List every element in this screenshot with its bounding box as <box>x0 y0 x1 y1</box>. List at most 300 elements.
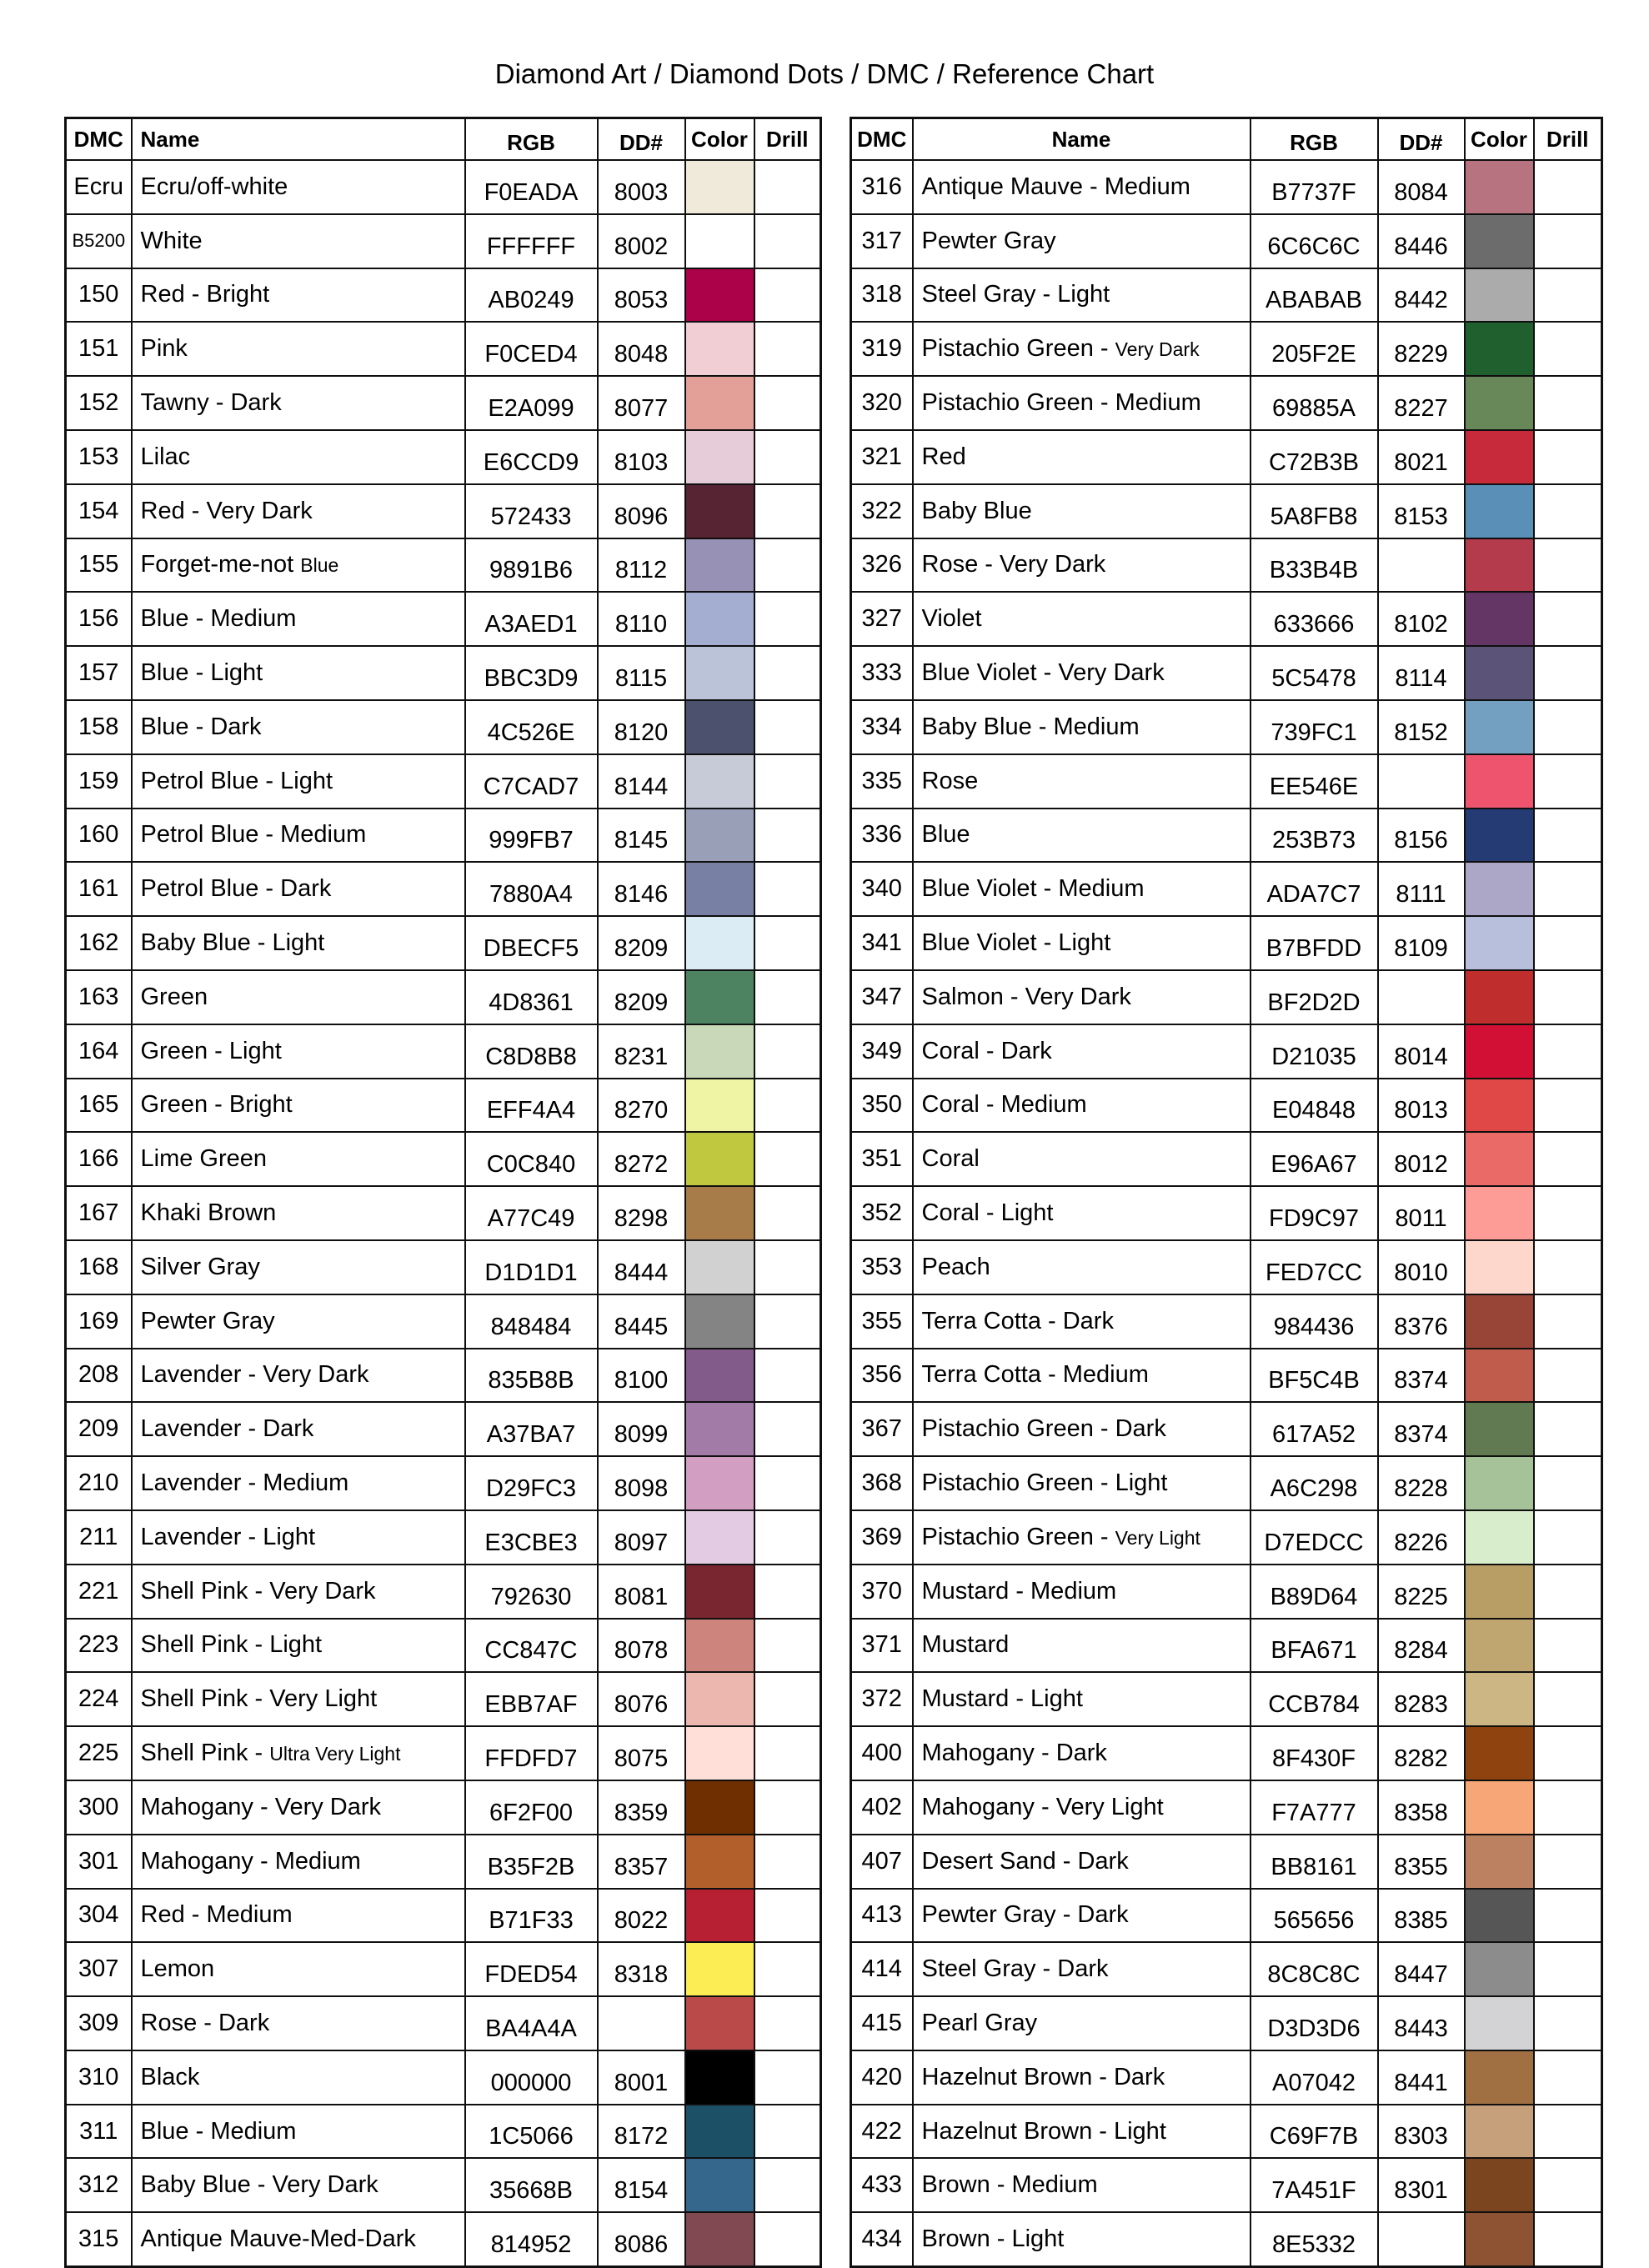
dd-number-cell: 8227 <box>1378 376 1465 430</box>
table-row <box>851 1510 1602 1565</box>
color-swatch <box>685 1456 754 1510</box>
color-swatch <box>685 1186 754 1240</box>
rgb-value-cell: 35668B <box>465 2158 598 2212</box>
rgb-value-cell: ADA7C7 <box>1251 862 1378 916</box>
color-name-text: Brown - Medium <box>921 2171 1098 2199</box>
dmc-code-cell: 367 <box>851 1402 913 1456</box>
dd-number-cell: 8003 <box>598 160 685 214</box>
table-row <box>66 970 821 1024</box>
color-swatch <box>685 2105 754 2159</box>
table-row <box>66 1619 821 1673</box>
color-swatch <box>685 916 754 970</box>
table-row <box>66 430 821 484</box>
rgb-value-cell: 69885A <box>1251 376 1378 430</box>
rgb-value-cell: C7CAD7 <box>465 754 598 809</box>
dd-number-cell <box>1378 754 1465 809</box>
dmc-code-cell: 335 <box>851 754 913 809</box>
color-name-cell <box>132 1132 465 1186</box>
dmc-code-cell: 154 <box>66 484 132 538</box>
rgb-value-cell: D3D3D6 <box>1251 1996 1378 2050</box>
table-row <box>851 2050 1602 2105</box>
color-name-text: Pewter Gray <box>140 1307 275 1334</box>
table-row <box>66 1456 821 1510</box>
color-swatch <box>685 1889 754 1943</box>
rgb-value-cell: 9891B6 <box>465 538 598 593</box>
color-name-cell <box>913 2212 1251 2266</box>
color-name-text: Hazelnut Brown - Dark <box>921 2063 1165 2090</box>
dmc-code-cell: 312 <box>66 2158 132 2212</box>
dmc-code-cell: 356 <box>851 1349 913 1403</box>
dmc-code-cell: 310 <box>66 2050 132 2105</box>
color-name-text: Lavender - Light <box>140 1523 316 1550</box>
dd-number-cell: 8359 <box>598 1780 685 1835</box>
dd-number-cell: 8010 <box>1378 1240 1465 1294</box>
dd-number-cell: 8112 <box>598 538 685 593</box>
rgb-value-cell: C0C840 <box>465 1132 598 1186</box>
color-name-cell <box>913 592 1251 646</box>
dd-number-cell: 8301 <box>1378 2158 1465 2212</box>
color-name-cell <box>913 1456 1251 1510</box>
rgb-value-cell: 6C6C6C <box>1251 214 1378 268</box>
drill-cell <box>754 430 821 484</box>
table-row <box>66 1186 821 1240</box>
color-name-text: Baby Blue <box>921 497 1032 524</box>
dd-number-cell: 8111 <box>1378 862 1465 916</box>
table-row <box>851 376 1602 430</box>
dmc-code-cell: 168 <box>66 1240 132 1294</box>
dd-number-cell: 8284 <box>1378 1619 1465 1673</box>
dmc-code-cell: 371 <box>851 1619 913 1673</box>
drill-cell <box>1534 2158 1602 2212</box>
dmc-code-cell: 152 <box>66 376 132 430</box>
color-name-cell <box>132 1294 465 1349</box>
color-name-text: Blue Violet - Medium <box>921 875 1145 903</box>
drill-cell <box>1534 970 1602 1024</box>
rgb-value-cell: E3CBE3 <box>465 1510 598 1565</box>
table-row <box>66 1024 821 1079</box>
dmc-code-cell: 165 <box>66 1079 132 1133</box>
dd-number-cell: 8231 <box>598 1024 685 1079</box>
rgb-value-cell: 572433 <box>465 484 598 538</box>
table-row <box>851 592 1602 646</box>
color-name-cell <box>132 1186 465 1240</box>
color-name-cell <box>132 1889 465 1943</box>
dmc-code-cell: 224 <box>66 1672 132 1726</box>
rgb-value-cell: 565656 <box>1251 1889 1378 1943</box>
drill-cell <box>1534 1835 1602 1889</box>
dd-number-cell: 8081 <box>598 1565 685 1619</box>
drill-cell <box>754 268 821 323</box>
column-header-drill: Drill <box>754 118 821 161</box>
dmc-code-cell: 163 <box>66 970 132 1024</box>
table-row <box>851 1996 1602 2050</box>
dd-number-cell: 8282 <box>1378 1726 1465 1780</box>
color-name-text: Coral - Medium <box>921 1091 1087 1119</box>
rgb-value-cell: AB0249 <box>465 268 598 323</box>
color-name-text: Green - Bright <box>140 1091 293 1119</box>
color-name-text: Blue - Dark <box>140 713 262 740</box>
drill-cell <box>1534 1510 1602 1565</box>
table-row <box>851 1835 1602 1889</box>
dmc-code-cell: 352 <box>851 1186 913 1240</box>
dmc-reference-table-right <box>850 117 1603 2268</box>
color-name-text: Steel Gray - Light <box>921 281 1110 308</box>
color-name-text: Green - Light <box>140 1037 282 1064</box>
color-name-cell <box>132 1996 465 2050</box>
column-header-dd: DD# <box>1378 118 1465 161</box>
color-swatch <box>685 160 754 214</box>
column-header-rgb: RGB <box>465 118 598 161</box>
drill-cell <box>1534 160 1602 214</box>
drill-cell <box>754 592 821 646</box>
rgb-value-cell: EE546E <box>1251 754 1378 809</box>
dmc-code-cell: 210 <box>66 1456 132 1510</box>
color-name-cell <box>132 484 465 538</box>
dmc-code-cell: 340 <box>851 862 913 916</box>
rgb-value-cell: B71F33 <box>465 1889 598 1943</box>
dmc-code-cell: 321 <box>851 430 913 484</box>
rgb-value-cell: 4D8361 <box>465 970 598 1024</box>
table-row <box>851 1294 1602 1349</box>
color-name-text: Blue - Medium <box>140 605 297 633</box>
rgb-value-cell: 4C526E <box>465 700 598 754</box>
drill-cell <box>754 1942 821 1996</box>
drill-cell <box>754 1349 821 1403</box>
table-row <box>851 1565 1602 1619</box>
color-swatch <box>1465 1996 1534 2050</box>
drill-cell <box>754 2212 821 2266</box>
rgb-value-cell: EFF4A4 <box>465 1079 598 1133</box>
table-row <box>66 484 821 538</box>
color-name-cell <box>132 1780 465 1835</box>
color-swatch <box>1465 646 1534 700</box>
color-name-cell <box>913 1349 1251 1403</box>
table-row <box>66 1294 821 1349</box>
color-swatch <box>685 1349 754 1403</box>
color-swatch <box>685 1024 754 1079</box>
table-row <box>851 484 1602 538</box>
color-name-cell <box>913 268 1251 323</box>
color-swatch <box>685 592 754 646</box>
color-name-text: Mahogany - Dark <box>921 1740 1107 1766</box>
column-header-name: Name <box>132 118 465 161</box>
table-row <box>851 1672 1602 1726</box>
dd-number-cell: 8385 <box>1378 1889 1465 1943</box>
color-swatch <box>685 1510 754 1565</box>
rgb-value-cell: BFA671 <box>1251 1619 1378 1673</box>
rgb-value-cell: FED7CC <box>1251 1240 1378 1294</box>
color-name-cell <box>132 1942 465 1996</box>
rgb-value-cell: B33B4B <box>1251 538 1378 593</box>
color-name-cell <box>913 538 1251 593</box>
dmc-code-cell: 333 <box>851 646 913 700</box>
dmc-code-cell: 160 <box>66 809 132 863</box>
rgb-value-cell: BF5C4B <box>1251 1349 1378 1403</box>
color-swatch <box>1465 970 1534 1024</box>
drill-cell <box>1534 376 1602 430</box>
color-swatch <box>685 862 754 916</box>
rgb-value-cell: C72B3B <box>1251 430 1378 484</box>
drill-cell <box>1534 430 1602 484</box>
dd-number-cell: 8209 <box>598 970 685 1024</box>
drill-cell <box>1534 1619 1602 1673</box>
rgb-value-cell: 205F2E <box>1251 322 1378 376</box>
dd-number-cell: 8021 <box>1378 430 1465 484</box>
drill-cell <box>1534 538 1602 593</box>
color-name-cell <box>132 160 465 214</box>
drill-cell <box>1534 754 1602 809</box>
dd-number-cell: 8228 <box>1378 1456 1465 1510</box>
color-swatch <box>685 2212 754 2266</box>
table-row <box>851 1942 1602 1996</box>
drill-cell <box>754 700 821 754</box>
dmc-code-cell: 157 <box>66 646 132 700</box>
color-name-cell <box>132 430 465 484</box>
dmc-code-cell: 341 <box>851 916 913 970</box>
dd-number-cell: 8022 <box>598 1889 685 1943</box>
rgb-value-cell: A77C49 <box>465 1186 598 1240</box>
dd-number-cell: 8446 <box>1378 214 1465 268</box>
table-row <box>851 862 1602 916</box>
rgb-value-cell: B7BFDD <box>1251 916 1378 970</box>
table-row <box>851 1456 1602 1510</box>
dd-number-cell: 8115 <box>598 646 685 700</box>
table-row <box>851 1349 1602 1403</box>
table-row <box>66 1780 821 1835</box>
drill-cell <box>754 1024 821 1079</box>
dd-number-cell: 8318 <box>598 1942 685 1996</box>
color-swatch <box>1465 862 1534 916</box>
color-name-text: Antique Mauve - Medium <box>921 173 1190 200</box>
table-row <box>66 1510 821 1565</box>
drill-cell <box>1534 268 1602 323</box>
color-name-text: Shell Pink - Very Light <box>140 1685 378 1713</box>
table-row <box>66 1835 821 1889</box>
dd-number-cell: 8098 <box>598 1456 685 1510</box>
color-name-text: Blue - Light <box>140 659 263 687</box>
drill-cell <box>1534 592 1602 646</box>
drill-cell <box>754 1835 821 1889</box>
drill-cell <box>754 862 821 916</box>
drill-cell <box>754 646 821 700</box>
color-name-cell <box>913 1024 1251 1079</box>
color-name-text: Baby Blue - Light <box>140 929 325 957</box>
rgb-value-cell: 617A52 <box>1251 1402 1378 1456</box>
rgb-value-cell: D7EDCC <box>1251 1510 1378 1565</box>
color-name-text: Lilac <box>140 443 191 470</box>
dmc-code-cell: 209 <box>66 1402 132 1456</box>
color-name-cell <box>132 1079 465 1133</box>
color-swatch <box>1465 1672 1534 1726</box>
color-name-cell <box>913 376 1251 430</box>
color-name-text: Shell Pink - <box>140 1740 270 1766</box>
color-name-cell <box>913 1889 1251 1943</box>
color-name-cell <box>132 214 465 268</box>
dd-number-cell: 8099 <box>598 1402 685 1456</box>
drill-cell <box>754 1889 821 1943</box>
color-name-cell <box>913 2105 1251 2159</box>
color-name-text: Lime Green <box>140 1145 268 1173</box>
color-swatch <box>685 1619 754 1673</box>
color-name-text: Red - Very Dark <box>140 497 313 524</box>
color-swatch <box>1465 1240 1534 1294</box>
rgb-value-cell: 5C5478 <box>1251 646 1378 700</box>
color-swatch <box>1465 592 1534 646</box>
color-name-cell <box>913 1294 1251 1349</box>
color-swatch <box>1465 809 1534 863</box>
color-name-text: Petrol Blue - Light <box>140 767 333 794</box>
dd-number-cell: 8376 <box>1378 1294 1465 1349</box>
drill-cell <box>754 1619 821 1673</box>
drill-cell <box>1534 322 1602 376</box>
color-name-cell <box>913 1132 1251 1186</box>
column-header-dd: DD# <box>598 118 685 161</box>
drill-cell <box>754 160 821 214</box>
color-swatch <box>1465 2105 1534 2159</box>
table-row <box>851 322 1602 376</box>
table-row <box>66 754 821 809</box>
dd-number-cell: 8447 <box>1378 1942 1465 1996</box>
dmc-code-cell: 153 <box>66 430 132 484</box>
color-swatch <box>1465 1889 1534 1943</box>
rgb-value-cell: BF2D2D <box>1251 970 1378 1024</box>
color-name-text: Shell Pink - Light <box>140 1631 323 1659</box>
color-swatch <box>1465 1510 1534 1565</box>
table-row <box>851 1079 1602 1133</box>
drill-cell <box>1534 1780 1602 1835</box>
color-name-text: Mahogany - Very Light <box>921 1793 1164 1820</box>
color-swatch <box>685 1402 754 1456</box>
drill-cell <box>754 1780 821 1835</box>
dmc-code-cell: 304 <box>66 1889 132 1943</box>
table-row <box>66 1240 821 1294</box>
dd-number-cell: 8270 <box>598 1079 685 1133</box>
dd-number-cell: 8298 <box>598 1186 685 1240</box>
drill-cell <box>754 1996 821 2050</box>
dd-number-cell: 8442 <box>1378 268 1465 323</box>
color-swatch <box>1465 1456 1534 1510</box>
color-name-cell <box>913 1996 1251 2050</box>
table-row <box>66 1942 821 1996</box>
color-name-text: Lemon <box>140 1955 215 1983</box>
dmc-code-cell: 320 <box>851 376 913 430</box>
color-swatch <box>1465 700 1534 754</box>
color-swatch <box>1465 1780 1534 1835</box>
rgb-value-cell: B7737F <box>1251 160 1378 214</box>
drill-cell <box>754 484 821 538</box>
dd-number-cell: 8229 <box>1378 322 1465 376</box>
color-name-cell <box>132 268 465 323</box>
table-row <box>851 214 1602 268</box>
table-row <box>66 160 821 214</box>
dmc-code-cell: 316 <box>851 160 913 214</box>
table-row <box>851 809 1602 863</box>
drill-cell <box>754 1240 821 1294</box>
table-row <box>66 538 821 593</box>
drill-cell <box>754 2158 821 2212</box>
dd-number-cell: 8145 <box>598 809 685 863</box>
dmc-reference-table-left <box>64 117 822 2268</box>
drill-cell <box>754 970 821 1024</box>
column-header-color: Color <box>685 118 754 161</box>
drill-cell <box>754 2050 821 2105</box>
dd-number-cell: 8077 <box>598 376 685 430</box>
color-swatch <box>685 1672 754 1726</box>
color-name-cell <box>132 2105 465 2159</box>
dmc-code-cell: 327 <box>851 592 913 646</box>
color-name-cell <box>132 970 465 1024</box>
dmc-code-cell: 208 <box>66 1349 132 1403</box>
dmc-code-cell: B5200 <box>66 214 132 268</box>
table-row <box>66 1402 821 1456</box>
color-name-cell <box>913 700 1251 754</box>
table-row <box>66 646 821 700</box>
color-swatch <box>685 430 754 484</box>
color-swatch <box>1465 1402 1534 1456</box>
dmc-code-cell: 311 <box>66 2105 132 2159</box>
table-row <box>66 1889 821 1943</box>
table-row <box>66 1672 821 1726</box>
drill-cell <box>1534 1024 1602 1079</box>
color-swatch <box>685 1942 754 1996</box>
dmc-code-cell: 309 <box>66 1996 132 2050</box>
color-name-cell <box>132 1726 465 1780</box>
color-name-cell <box>132 916 465 970</box>
color-name-cell <box>913 160 1251 214</box>
color-name-text: Petrol Blue - Dark <box>140 875 332 903</box>
color-name-cell <box>132 1619 465 1673</box>
drill-cell <box>754 538 821 593</box>
dd-number-cell: 8048 <box>598 322 685 376</box>
table-row <box>66 2105 821 2159</box>
dd-number-cell: 8120 <box>598 700 685 754</box>
drill-cell <box>754 2105 821 2159</box>
dd-number-cell: 8097 <box>598 1510 685 1565</box>
color-name-cell <box>913 1726 1251 1780</box>
color-name-suffix: Blue <box>300 554 339 577</box>
rgb-value-cell: 5A8FB8 <box>1251 484 1378 538</box>
dd-number-cell: 8441 <box>1378 2050 1465 2105</box>
color-name-cell <box>913 970 1251 1024</box>
drill-cell <box>1534 1402 1602 1456</box>
color-name-cell <box>913 646 1251 700</box>
color-name-text: Tawny - Dark <box>140 389 282 417</box>
dmc-code-cell: 322 <box>851 484 913 538</box>
dmc-code-cell: 368 <box>851 1456 913 1510</box>
rgb-value-cell: 739FC1 <box>1251 700 1378 754</box>
color-swatch <box>1465 1942 1534 1996</box>
column-header-name: Name <box>913 118 1251 161</box>
color-swatch <box>1465 1835 1534 1889</box>
table-row <box>851 2158 1602 2212</box>
color-name-cell <box>913 1942 1251 1996</box>
color-name-text: Lavender - Dark <box>140 1415 314 1443</box>
dd-number-cell: 8076 <box>598 1672 685 1726</box>
rgb-value-cell: CCB784 <box>1251 1672 1378 1726</box>
table-row <box>66 1726 821 1780</box>
page-title: Diamond Art / Diamond Dots / DMC / Reference Chart <box>494 58 1155 89</box>
color-swatch <box>1465 1349 1534 1403</box>
dd-number-cell: 8303 <box>1378 2105 1465 2159</box>
color-name-cell <box>913 862 1251 916</box>
drill-cell <box>754 1510 821 1565</box>
table-header <box>851 118 1602 161</box>
rgb-value-cell: ABABAB <box>1251 268 1378 323</box>
color-name-cell <box>132 1565 465 1619</box>
table-row <box>66 1079 821 1133</box>
color-name-cell <box>132 322 465 376</box>
color-name-cell <box>132 1024 465 1079</box>
